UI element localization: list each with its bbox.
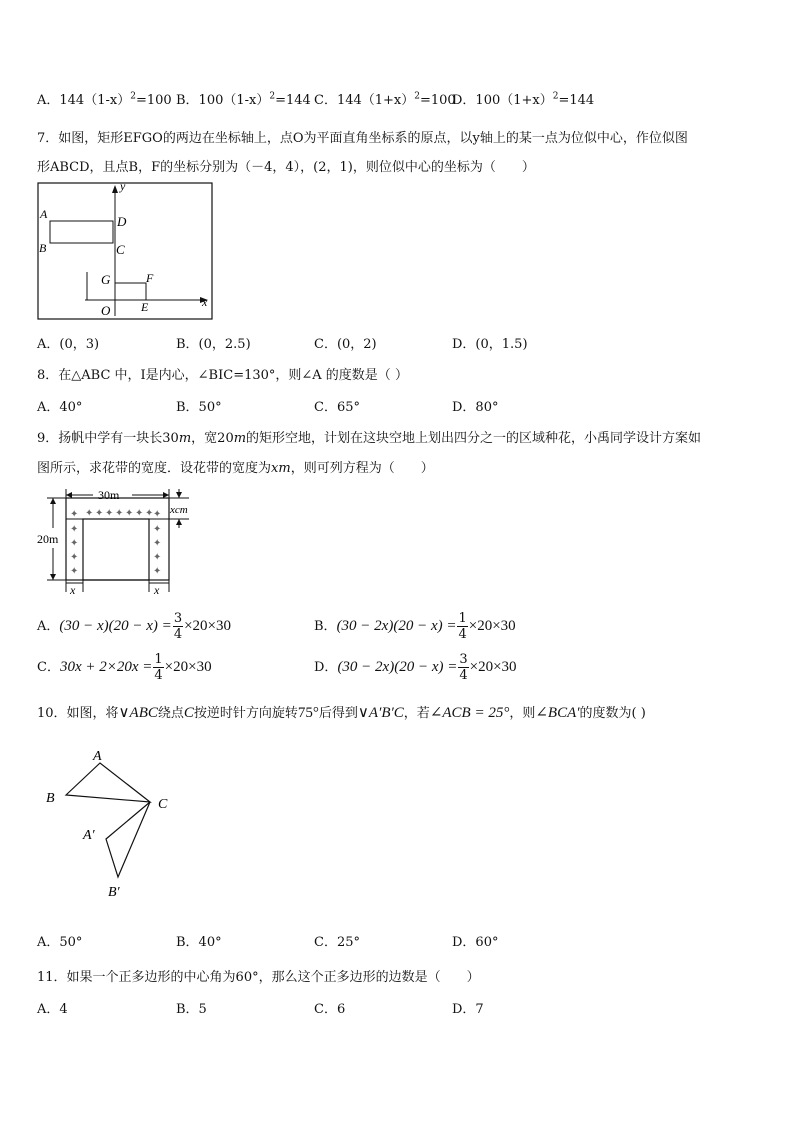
q7-label-g: G [101,272,111,287]
q9-option-b: B．(30 − 2x)(20 − x) = $\frac{1}{4}$ ×20×30 [314,611,516,642]
q9-label-bottom-right: x [154,583,160,596]
q9-label-bottom-left: x [70,583,76,596]
q10-label-a-prime: A′ [83,828,95,843]
q7-label-x: x [202,295,208,309]
q6-option-b: B．$100(1-x)^2=144$ [176,91,311,108]
svg-text:✦: ✦ [153,524,162,535]
q10-label-a: A [93,749,102,764]
q9-option-c: C．30x + 2×20x = $\frac{1}{4}$ ×20×30 [37,652,212,683]
q9-label-right: xcm [170,504,188,516]
svg-text:✦: ✦ [95,508,104,519]
svg-text:✦: ✦ [105,508,114,519]
svg-text:✦: ✦ [70,566,79,577]
svg-text:✦: ✦ [70,509,79,520]
svg-text:✦: ✦ [125,508,134,519]
q8-option-c: C．65° [314,400,360,415]
svg-text:✦: ✦ [135,508,144,519]
q11-text: 11．如果一个正多边形的中心角为60°，那么这个正多边形的边数是（ ） [37,970,480,985]
q7-label-c: C [116,242,125,257]
q7-label-a: A [40,207,48,221]
svg-text:✦: ✦ [115,508,124,519]
q10-figure [40,742,190,907]
q9-option-a: A．(30 − x)(20 − x) = $\frac{3}{4}$ ×20×30 [37,611,232,642]
svg-text:✦: ✦ [153,566,162,577]
q10-option-d: D．60° [452,935,499,950]
q9-text-line1: 9．扬帆中学有一块长30m，宽20m的矩形空地，计划在这块空地上划出四分之一的区域种花，小禹同学设计方案如 [37,431,702,446]
q8-text: 8．在△ABC 中，I是内心，∠BIC=130°，则∠A 的度数是（ ） [37,368,408,383]
q11-option-a: A．4 [37,1002,68,1017]
q10-label-b: B [46,791,55,806]
q7-label-b: B [39,241,47,255]
svg-text:✦: ✦ [70,552,79,563]
q6-option-d: D．$100(1+x)^2=144$ [452,91,595,108]
q10-label-c: C [158,797,168,812]
q8-option-a: A．40° [37,400,83,415]
q7-text-line1: 7．如图，矩形EFGO的两边在坐标轴上，点O为平面直角坐标系的原点，以y轴上的某一点为位似中心，作位似图 [37,131,688,146]
q10-text: 10．如图，将∨ABC绕点C按逆时针方向旋转75°后得到∨A′B′C，若∠ACB = 25°，则∠BCA′的度数为( ) [37,705,646,721]
q8-option-d: D．80° [452,400,499,415]
svg-text:✦: ✦ [85,508,94,519]
q9-label-left: 20m [37,532,59,546]
q9-option-d: D．(30 − 2x)(20 − x) = $\frac{3}{4}$ ×20×30 [314,652,517,683]
q7-figure [37,182,215,322]
q7-label-y: y [120,182,126,193]
svg-text:✦: ✦ [153,552,162,563]
svg-text:✦: ✦ [145,508,154,519]
q6-option-a: A．$144(1-x)^2=100$ [37,91,172,108]
q6-option-c: C．$144(1+x)^2=100$ [314,91,456,108]
q7-label-e: E [141,300,149,314]
svg-text:✦: ✦ [153,509,162,520]
q11-option-b: B．5 [176,1002,207,1017]
q7-label-f: F [146,271,154,285]
q9-text-line2: 图所示，求花带的宽度．设花带的宽度为xm，则可列方程为（ ） [37,461,434,476]
q8-option-b: B．50° [176,400,222,415]
svg-text:✦: ✦ [153,538,162,549]
q7-option-d: D．(0，1.5) [452,337,528,352]
q9-figure [37,486,197,596]
svg-text:✦: ✦ [70,524,79,535]
q7-option-c: C．(0，2) [314,337,377,352]
q10-option-a: A．50° [37,935,83,950]
q7-label-o: O [101,303,111,318]
q7-option-b: B．(0，2.5) [176,337,251,352]
q7-text-line2: 形ABCD，且点B，F的坐标分别为（－4，4），(2，1)，则位似中心的坐标为（ ） [37,160,535,175]
q10-label-b-prime: B′ [108,885,120,900]
q11-option-c: C．6 [314,1002,346,1017]
q7-option-a: A．(0，3) [37,337,100,352]
q10-option-b: B．40° [176,935,222,950]
q11-option-d: D．7 [452,1002,484,1017]
svg-text:✦: ✦ [70,538,79,549]
q10-option-c: C．25° [314,935,360,950]
q7-label-d: D [117,214,127,229]
q9-label-top: 30m [98,488,120,502]
